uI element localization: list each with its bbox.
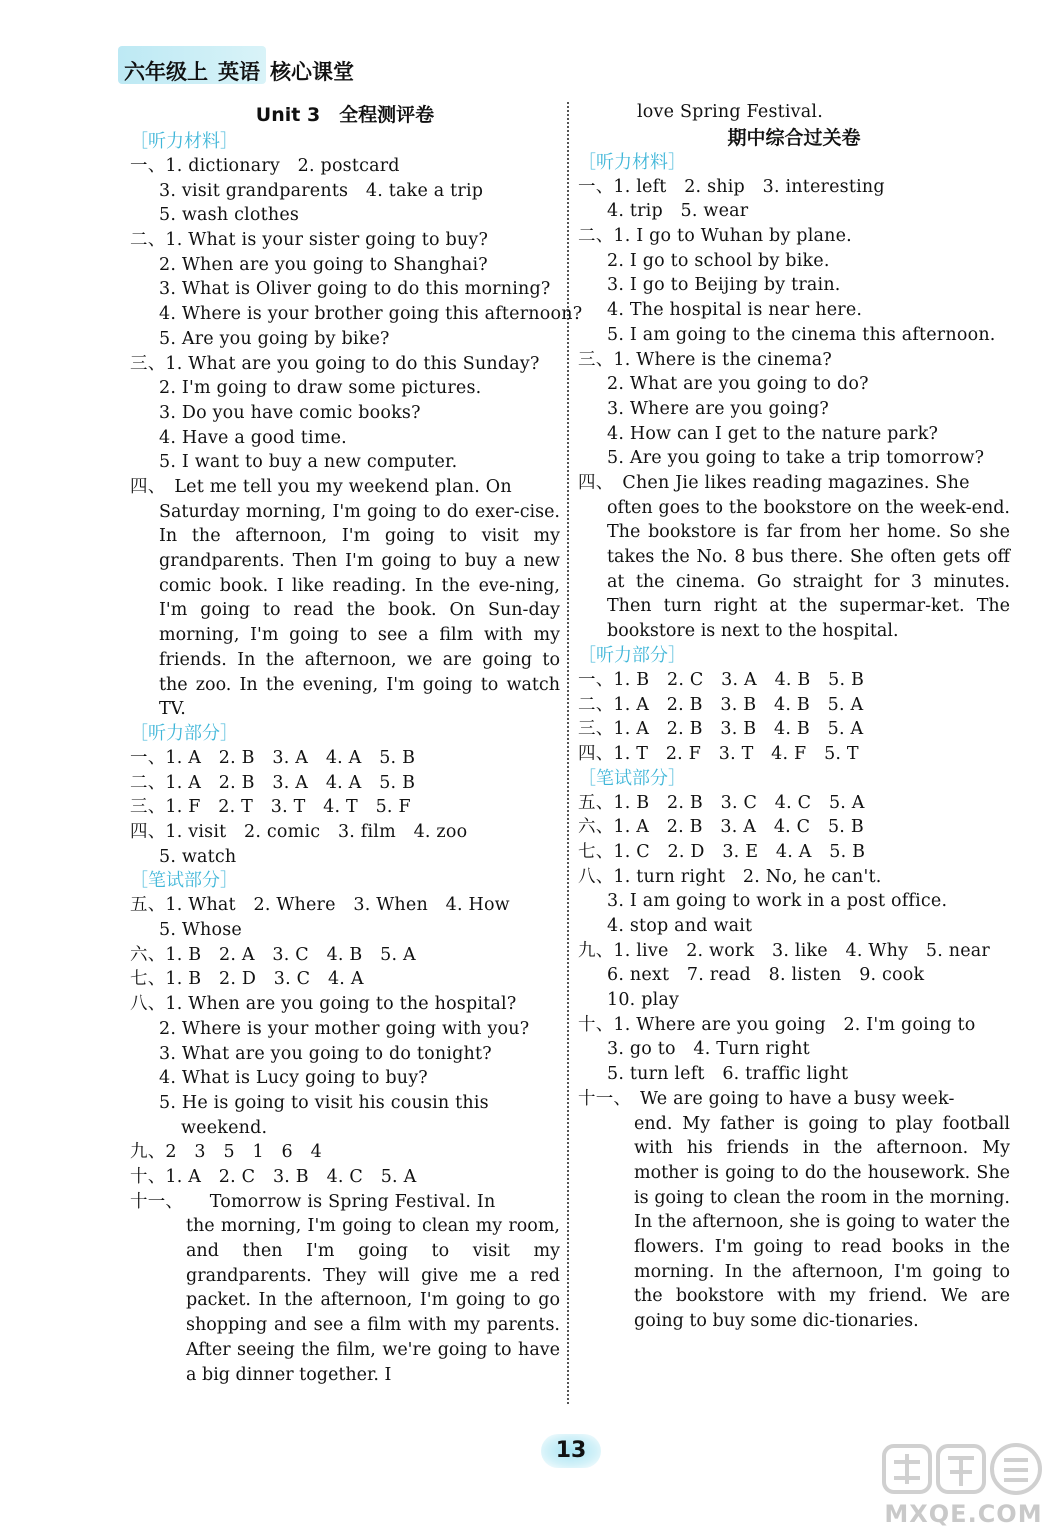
answer-line: 4. The hospital is near here. [607, 300, 863, 321]
midterm-title: 期中综合过关卷 [727, 126, 861, 149]
answer-line: 二、1. A 2. B 3. B 4. B 5. A [578, 694, 864, 715]
answer-line: 八、1. When are you going to the hospital? [130, 994, 517, 1015]
answer-line: 2. I go to school by bike. [607, 250, 830, 271]
answer-line: 4. How can I get to the nature park? [607, 423, 939, 444]
answer-line: 4. stop and wait [607, 916, 753, 937]
answer-line: 二、1. I go to Wuhan by plane. [578, 226, 852, 247]
answer-line: 六、1. B 2. A 3. C 4. B 5. A [130, 944, 416, 965]
continued-line: love Spring Festival. [637, 102, 823, 122]
answer-line: 二、1. What is your sister going to buy? [130, 230, 489, 251]
answer-line: 三、1. Where is the cinema? [578, 349, 832, 370]
answer-line: 5. turn left 6. traffic light [607, 1064, 849, 1085]
answer-line: 3. I go to Beijing by train. [607, 275, 841, 296]
answer-line: weekend. [181, 1117, 268, 1138]
answer-line: 3. What is Oliver going to do this morning? [159, 279, 551, 300]
answer-line: 十、1. Where are you going 2. I'm going to [578, 1014, 976, 1035]
left-column [130, 100, 583, 1387]
passage-bookstore: often goes to the bookstore on the week-end. The bookstore is far from her home. So she takes the No. 8 bus there. She often gets off at the cinema. Go straight for 3 minutes. Then turn right at the supermar-ket. The bookstore is next to the hospital. [607, 497, 1010, 642]
answer-line: 三、1. F 2. T 3. T 4. T 5. F [130, 797, 411, 818]
answer-line: 5. He is going to visit his cousin this [159, 1092, 489, 1113]
answer-line: 一、1. B 2. C 3. A 4. B 5. B [578, 669, 865, 690]
answer-line: 5. Are you going to take a trip tomorrow? [607, 448, 985, 469]
answer-line: 3. What are you going to do tonight? [159, 1043, 492, 1064]
answer-line: 3. I am going to work in a post office. [607, 891, 948, 912]
watermark-logo [876, 1440, 1051, 1530]
column-divider [567, 102, 569, 1404]
answer-line: 2. I'm going to draw some pictures. [159, 378, 482, 399]
tag-listening-part: ［听力部分］ [578, 644, 686, 666]
tag-listening-material: ［听力材料］ [578, 151, 686, 173]
answer-line: 2. What are you going to do? [607, 374, 869, 395]
answer-line: 九、2 3 5 1 6 4 [130, 1142, 322, 1163]
book-header [124, 56, 364, 86]
answer-line: 四、 Let me tell you my weekend plan. On [130, 476, 512, 497]
answer-line: 4. trip 5. wear [607, 201, 749, 222]
answer-line: 4. What is Lucy going to buy? [159, 1068, 428, 1089]
answer-line: 三、1. What are you going to do this Sunday? [130, 353, 540, 374]
answer-line: 2. When are you going to Shanghai? [159, 254, 488, 275]
watermark-text: MXQE.COM [884, 1500, 1043, 1528]
header-grade: 六年级上 [124, 60, 208, 84]
answer-line: 一、1. left 2. ship 3. interesting [578, 176, 885, 197]
answer-line: 6. next 7. read 8. listen 9. cook [607, 965, 925, 986]
answer-line: 5. wash clothes [159, 205, 300, 226]
answer-line: 六、1. A 2. B 3. A 4. C 5. B [578, 817, 864, 838]
answer-line: 七、1. B 2. D 3. C 4. A [130, 969, 364, 990]
answer-line: 五、1. What 2. Where 3. When 4. How [130, 895, 510, 916]
header-subject: 英语 [218, 60, 260, 84]
answer-line: 5. Are you going by bike? [159, 328, 390, 349]
answer-line: 5. Whose [159, 920, 242, 941]
tag-listening-part: ［听力部分］ [130, 722, 238, 744]
answer-line: 四、1. visit 2. comic 3. film 4. zoo [130, 822, 468, 843]
passage-weekend-plan: Saturday morning, I'm going to do exer-cise. In the afternoon, I'm going to visit my grandparents. Then I'm going to buy a new comic book. I like reading. In the eve-ning, I'm going to read the book. On Sun-day morning, I'm going to see a film with my friends. In the afternoon, we are going to the zoo. In the evening, I'm going to watch TV. [159, 501, 560, 720]
passage-busy-weekend: end. My father is going to play football with his friends in the afternoon. My mother is going to do the housework. She is going to clean the room in the morning. In the afternoon, she is going to water the flowers. I'm going to read books in the morning. In the afternoon, I'm going to the bookstore with my friend. We are going to buy some dic-tionaries. [634, 1113, 1010, 1332]
answer-line: 七、1. C 2. D 3. E 4. A 5. B [578, 841, 866, 862]
tag-written-part: ［笔试部分］ [130, 870, 238, 892]
right-column [578, 100, 1010, 1334]
answer-line: 九、1. live 2. work 3. like 4. Why 5. near [578, 940, 990, 961]
passage-spring-festival: the morning, I'm going to clean my room, and then I'm going to visit my grandparents. They will give me a red packet. In the afternoon, I'm going to go shopping and see a film with my parents. After seeing the film, we're going to have a big dinner together. I [186, 1216, 560, 1385]
answer-line: 4. Have a good time. [159, 427, 347, 448]
answer-line: 二、1. A 2. B 3. A 4. A 5. B [130, 772, 416, 793]
answer-line: 3. Do you have comic books? [159, 402, 421, 423]
answer-line: 5. I want to buy a new computer. [159, 452, 458, 473]
answer-line: 一、1. dictionary 2. postcard [130, 156, 400, 176]
tag-listening-material: ［听力材料］ [130, 131, 238, 152]
page-number: 13 [555, 1438, 587, 1463]
answer-line: 3. visit grandparents 4. take a trip [159, 180, 484, 201]
answer-line: 10. play [607, 990, 680, 1011]
answer-line: 五、1. B 2. B 3. C 4. C 5. A [578, 792, 865, 813]
answer-line: 十一、 We are going to have a busy week- [578, 1088, 955, 1109]
answer-line: 四、 Chen Jie likes reading magazines. She [578, 472, 970, 493]
answer-line: 5. watch [159, 846, 237, 867]
answer-line: 5. I am going to the cinema this afternoon. [607, 324, 996, 345]
answer-line: 八、1. turn right 2. No, he can't. [578, 866, 882, 887]
answer-line: 4. Where is your brother going this afternoon? [159, 304, 583, 325]
answer-line: 一、1. A 2. B 3. A 4. A 5. B [130, 747, 416, 768]
answer-line: 十、1. A 2. C 3. B 4. C 5. A [130, 1166, 417, 1187]
answer-line: 三、1. A 2. B 3. B 4. B 5. A [578, 719, 864, 740]
answer-line: 四、1. T 2. F 3. T 4. F 5. T [578, 743, 859, 764]
answer-line: 2. Where is your mother going with you? [159, 1018, 530, 1039]
answer-line: 十一、 Tomorrow is Spring Festival. In [130, 1191, 496, 1212]
unit3-title: Unit 3 全程测评卷 [255, 104, 435, 126]
answer-line: 3. Where are you going? [607, 398, 829, 419]
tag-written-part: ［笔试部分］ [578, 767, 686, 789]
header-series: 核心课堂 [270, 60, 354, 84]
answer-line: 3. go to 4. Turn right [607, 1039, 810, 1060]
